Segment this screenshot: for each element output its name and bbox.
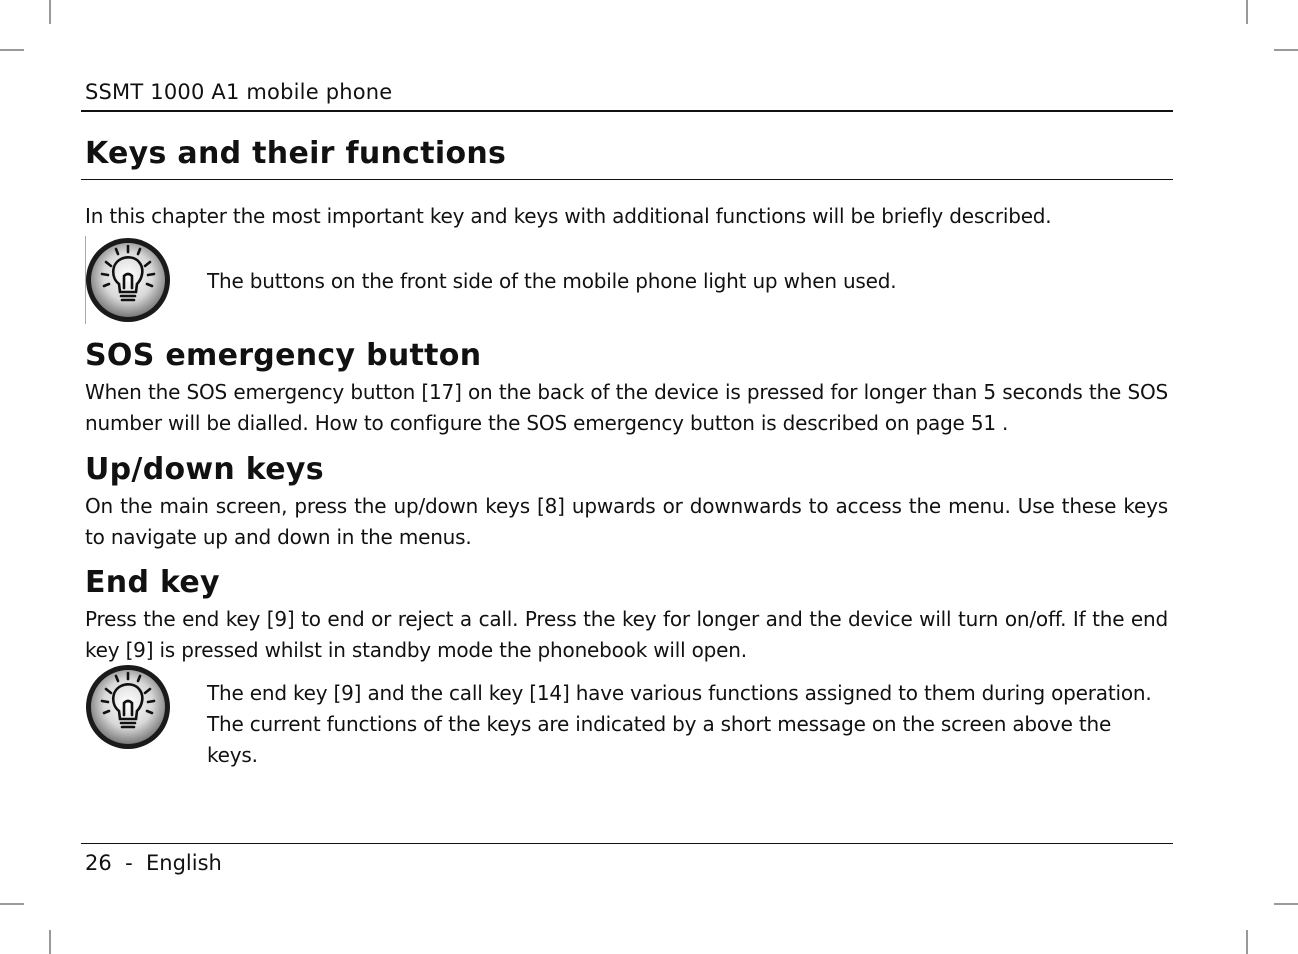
section-text-endkey: Press the end key [9] to end or reject a call. Press the key for longer and the device will turn on/off. If the end key [9] is pressed whilst in standby mode the phonebook will open.	[85, 607, 1168, 662]
lightbulb-icon	[84, 663, 172, 751]
section-text-updown: On the main screen, press the up/down keys [8] upwards or downwards to access the menu. Use these keys to navigate up and down in the menus.	[85, 494, 1168, 549]
crop-mark	[1246, 0, 1248, 24]
section-text-sos: When the SOS emergency button [17] on the back of the device is pressed for longer than 5 seconds the SOS number will be dialled. How to configure the SOS emergency button is described on page 51 .	[85, 380, 1168, 435]
crop-mark	[49, 0, 51, 24]
crop-mark	[49, 930, 51, 954]
crop-mark	[1274, 49, 1298, 51]
intro-paragraph: In this chapter the most important key and keys with additional functions will be briefly described.	[85, 204, 1052, 228]
header-rule	[81, 110, 1173, 112]
lightbulb-icon	[84, 236, 172, 324]
page-number: 26 - English	[85, 851, 222, 875]
tip-note: The end key [9] and the call key [14] have various functions assigned to them during operation. The current functions of the keys are indicated by a short message on the screen above the keys.	[207, 681, 1152, 767]
tip-note: The buttons on the front side of the mobile phone light up when used.	[207, 269, 897, 293]
crop-mark	[1274, 903, 1298, 905]
section-heading-updown: Up/down keys	[85, 452, 324, 487]
section-heading-endkey: End key	[85, 565, 220, 600]
crop-mark	[0, 903, 24, 905]
crop-mark	[1246, 930, 1248, 954]
page-title: Keys and their functions	[85, 136, 507, 171]
running-header: SSMT 1000 A1 mobile phone	[85, 80, 393, 104]
section-heading-sos: SOS emergency button	[85, 338, 482, 373]
title-rule	[81, 179, 1173, 180]
crop-mark	[0, 49, 24, 51]
footer-rule	[81, 843, 1173, 844]
